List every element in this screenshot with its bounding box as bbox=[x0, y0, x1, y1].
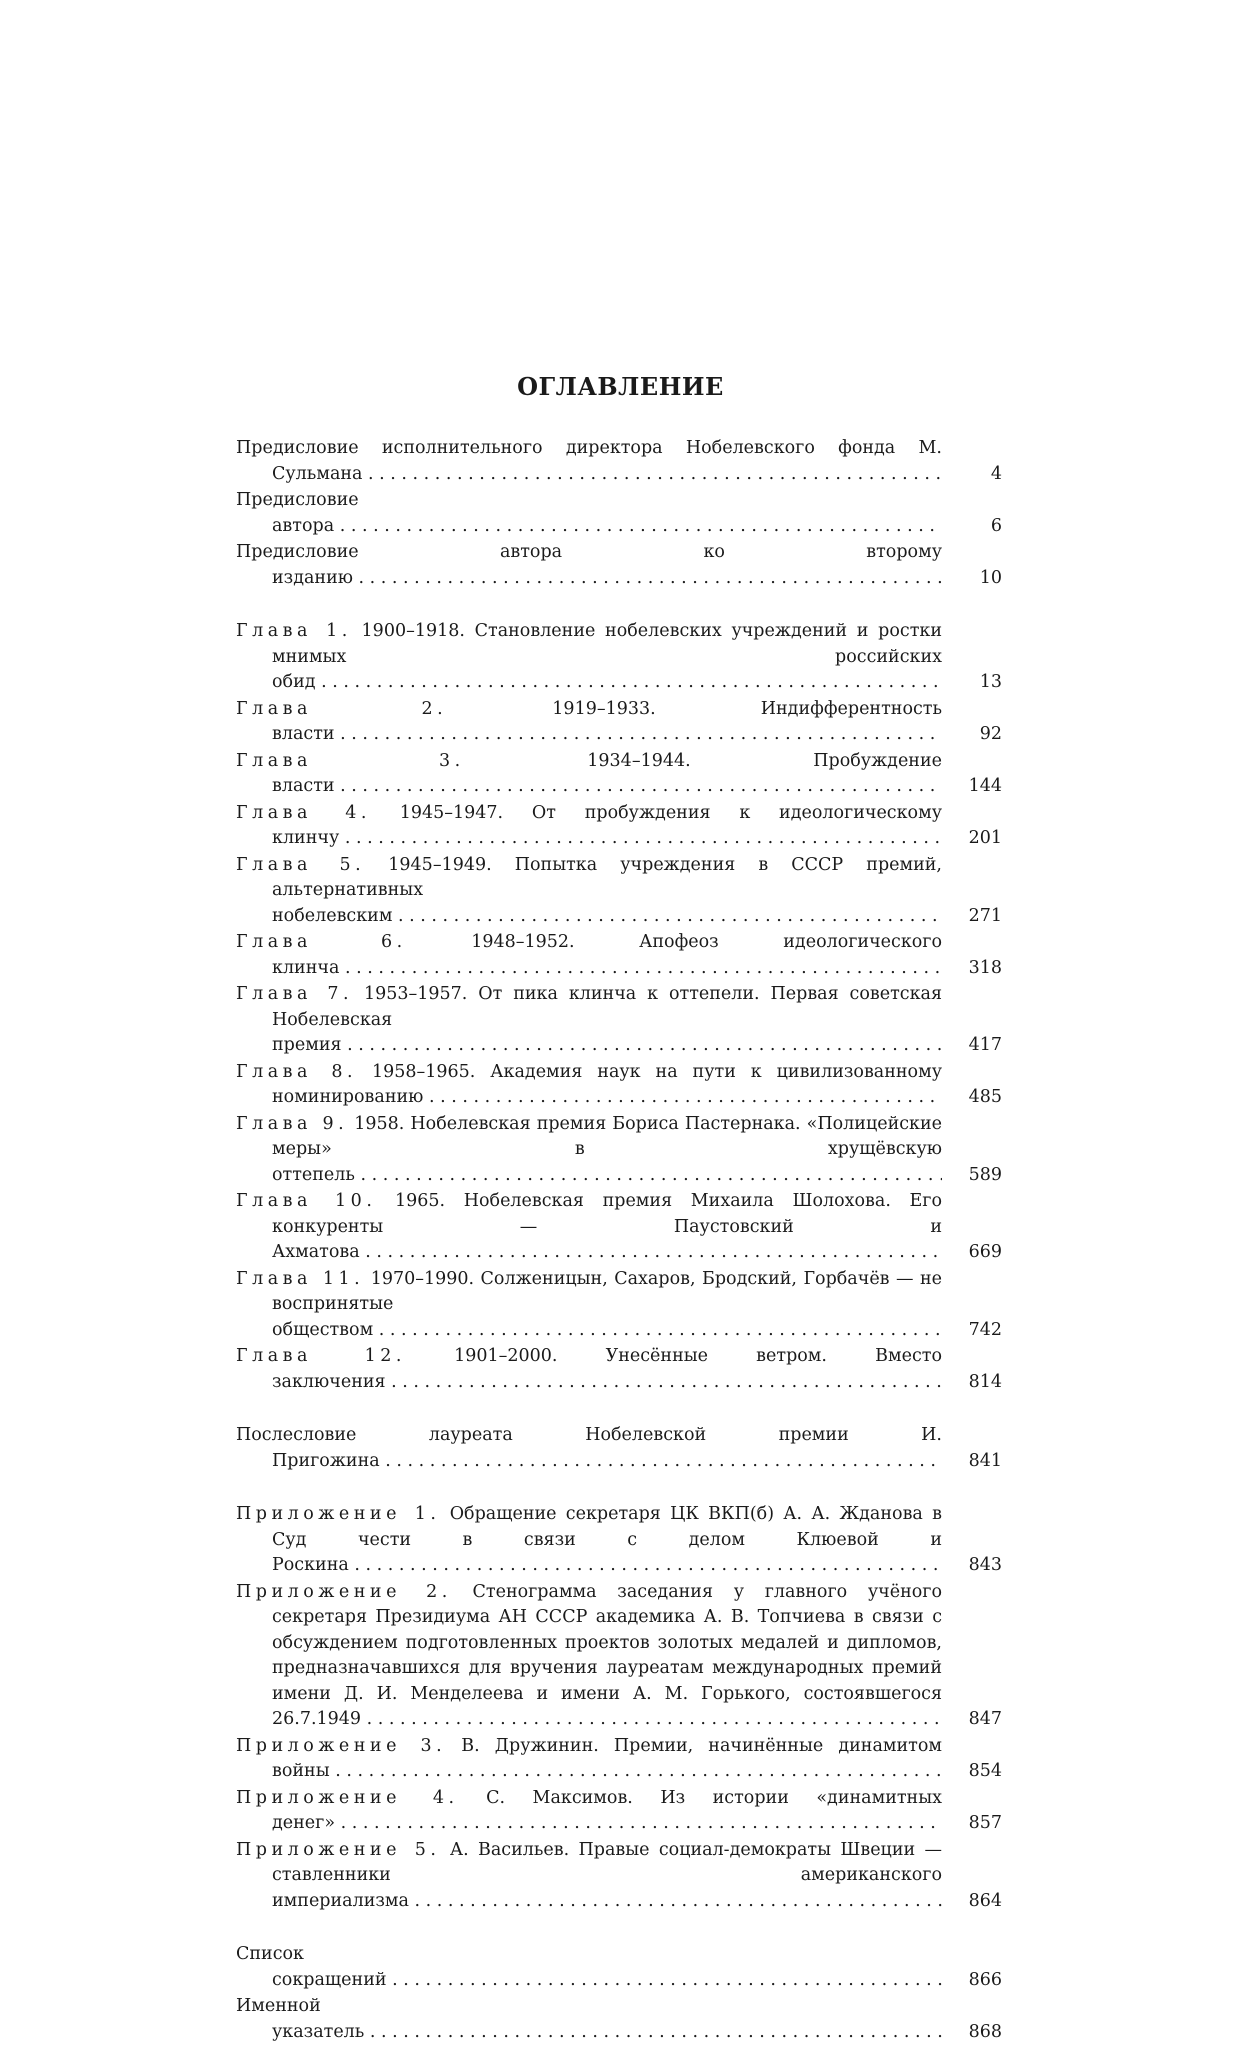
toc-entry[interactable] bbox=[236, 488, 1002, 539]
toc-entry-label: Глава 1. bbox=[236, 621, 352, 641]
toc-entry-page: 589 bbox=[942, 1163, 1002, 1189]
toc-entry-body bbox=[236, 1112, 942, 1189]
toc-entry-body bbox=[236, 930, 942, 981]
toc-entry-label: Глава 9. bbox=[236, 1114, 348, 1134]
toc-entry-label: Глава 6. bbox=[236, 932, 407, 952]
toc-entry-label: Приложение 4. bbox=[236, 1788, 459, 1808]
toc-entry[interactable] bbox=[236, 749, 1002, 800]
toc-entry-title: 1919–1933. Индифферентность власти . . . bbox=[272, 699, 942, 745]
toc-entry-body bbox=[236, 1580, 942, 1733]
toc-entry-body bbox=[236, 1994, 942, 2045]
toc-entry-body bbox=[236, 619, 942, 696]
toc-entry[interactable] bbox=[236, 1267, 1002, 1344]
toc-entry[interactable] bbox=[236, 1580, 1002, 1733]
toc-entry[interactable] bbox=[236, 1734, 1002, 1785]
toc-entry[interactable] bbox=[236, 1838, 1002, 1915]
toc-entry-title: Предисловие автора ко второму изданию . . . bbox=[236, 542, 942, 588]
toc-entry[interactable] bbox=[236, 1994, 1002, 2045]
toc-entry-title: С. Максимов. Из истории «динамитных денег» . . . bbox=[272, 1788, 942, 1834]
toc-entry[interactable] bbox=[236, 1942, 1002, 1993]
toc-entry-page: 417 bbox=[942, 1033, 1002, 1059]
toc-entry-page: 857 bbox=[942, 1811, 1002, 1837]
toc-entry-label: Приложение 5. bbox=[236, 1840, 440, 1860]
toc-entry-label: Приложение 1. bbox=[236, 1504, 440, 1524]
toc-entry[interactable] bbox=[236, 1423, 1002, 1474]
toc-entry-page: 868 bbox=[942, 2020, 1002, 2045]
toc-entry-page: 10 bbox=[942, 566, 1002, 592]
toc-entry[interactable] bbox=[236, 1189, 1002, 1266]
toc-entry-title: Список сокращений . . . bbox=[236, 1944, 942, 1990]
toc-entry-title: 1948–1952. Апофеоз идеологического клинча . . . bbox=[272, 932, 942, 978]
toc-entry-title: 1945–1947. От пробуждения к идеологическому клинчу . . . bbox=[272, 803, 942, 849]
toc-entry-body bbox=[236, 1502, 942, 1579]
toc-entry-label: Приложение 3. bbox=[236, 1736, 446, 1756]
toc-entry-label: Глава 3. bbox=[236, 751, 465, 771]
toc-entry-body bbox=[236, 801, 942, 852]
toc-entry-title: 1900–1918. Становление нобелевских учреждений и ростки мнимых российских обид . . . bbox=[272, 621, 942, 692]
toc-group bbox=[236, 1942, 1002, 2045]
toc-entry-title: 1934–1944. Пробуждение власти . . . bbox=[272, 751, 942, 797]
toc-entry-label: Глава 11. bbox=[236, 1269, 364, 1289]
toc-entry-body bbox=[236, 1267, 942, 1344]
toc-entry-page: 201 bbox=[942, 826, 1002, 852]
toc-entry-body bbox=[236, 982, 942, 1059]
toc-entry[interactable] bbox=[236, 801, 1002, 852]
toc-entry-title: Предисловие автора . . . bbox=[236, 490, 942, 536]
toc-entry-label: Глава 4. bbox=[236, 803, 371, 823]
toc-entry[interactable] bbox=[236, 436, 1002, 487]
toc-entry-label: Глава 5. bbox=[236, 855, 365, 875]
toc-entry-title: Стенограмма заседания у главного учёного секретаря Президиума АН СССР академика А. В. Топчиева в связи с обсуждением подготовленных проектов золотых медалей и дипломов, предназначавшихся для вручения лауреатам международных премий имени Д. И. Менделеева и имени А. М. Горького, состоявшегося 26.7.1949 . . . bbox=[272, 1582, 942, 1730]
toc-entry-page: 669 bbox=[942, 1240, 1002, 1266]
toc-entry-label: Глава 8. bbox=[236, 1062, 357, 1082]
toc-entry-title: В. Дружинин. Премии, начинённые динамитом войны . . . bbox=[272, 1736, 942, 1782]
toc-entry[interactable] bbox=[236, 1344, 1002, 1395]
toc-entry-title: Послесловие лауреата Нобелевской премии И. Пригожина . . . bbox=[236, 1425, 942, 1471]
toc-entry-label: Глава 12. bbox=[236, 1346, 406, 1366]
toc-entry-body bbox=[236, 1838, 942, 1915]
toc-entry-title: 1901–2000. Унесённые ветром. Вместо заключения . . . bbox=[272, 1346, 942, 1392]
toc-entry-body bbox=[236, 540, 942, 591]
toc-entry[interactable] bbox=[236, 619, 1002, 696]
toc-group bbox=[236, 436, 1002, 591]
toc-entry-page: 814 bbox=[942, 1370, 1002, 1396]
toc-entry-page: 271 bbox=[942, 904, 1002, 930]
toc-entry-page: 318 bbox=[942, 956, 1002, 982]
toc-entry-title: 1945–1949. Попытка учреждения в СССР премий, альтернативных нобелевским . . . bbox=[272, 855, 942, 926]
toc-entry-page: 841 bbox=[942, 1449, 1002, 1475]
toc-entry-body bbox=[236, 1423, 942, 1474]
toc-entry-label: Приложение 2. bbox=[236, 1582, 452, 1602]
toc-entry-body bbox=[236, 1344, 942, 1395]
toc-entry-body bbox=[236, 1189, 942, 1266]
toc-entry-title: 1958. Нобелевская премия Бориса Пастернака. «Полицейские меры» в хрущёвскую оттепель . . . bbox=[272, 1114, 942, 1185]
page-title: ОГЛАВЛЕНИЕ bbox=[0, 372, 1241, 401]
toc-entry-title: 1953–1957. От пика клинча к оттепели. Первая советская Нобелевская премия . . . bbox=[272, 984, 942, 1055]
toc-entry-label: Глава 2. bbox=[236, 699, 447, 719]
toc-entry-page: 866 bbox=[942, 1968, 1002, 1994]
toc-entry-page: 854 bbox=[942, 1759, 1002, 1785]
toc-entry-label: Глава 10. bbox=[236, 1191, 376, 1211]
toc-entry-body bbox=[236, 1786, 942, 1837]
toc-entry[interactable] bbox=[236, 1060, 1002, 1111]
toc-entry-page: 144 bbox=[942, 774, 1002, 800]
toc-entry[interactable] bbox=[236, 853, 1002, 930]
toc-entry-title: Предисловие исполнительного директора Нобелевского фонда М. Сульмана . . . bbox=[236, 438, 942, 484]
toc-entry-page: 4 bbox=[942, 462, 1002, 488]
table-of-contents bbox=[236, 436, 1002, 2045]
toc-entry-body bbox=[236, 1942, 942, 1993]
toc-entry[interactable] bbox=[236, 982, 1002, 1059]
toc-entry[interactable] bbox=[236, 1502, 1002, 1579]
toc-entry-body bbox=[236, 853, 942, 930]
toc-entry[interactable] bbox=[236, 1112, 1002, 1189]
toc-entry-title: А. Васильев. Правые социал-демократы Швеции — ставленники американского империализма . . . bbox=[272, 1840, 942, 1911]
toc-entry-page: 92 bbox=[942, 722, 1002, 748]
toc-entry-page: 864 bbox=[942, 1889, 1002, 1915]
toc-entry-body bbox=[236, 749, 942, 800]
toc-entry[interactable] bbox=[236, 930, 1002, 981]
toc-group bbox=[236, 619, 1002, 1395]
toc-entry-body bbox=[236, 488, 942, 539]
toc-entry-title: Именной указатель . . . bbox=[236, 1996, 942, 2042]
toc-entry-title: Обращение секретаря ЦК ВКП(б) А. А. Жданова в Суд чести в связи с делом Клюевой и Роскина . . . bbox=[272, 1504, 942, 1575]
toc-entry-page: 485 bbox=[942, 1085, 1002, 1111]
toc-entry-title: 1965. Нобелевская премия Михаила Шолохова. Его конкуренты — Паустовский и Ахматова . . . bbox=[272, 1191, 942, 1262]
toc-entry[interactable] bbox=[236, 1786, 1002, 1837]
toc-entry-label: Глава 7. bbox=[236, 984, 353, 1004]
toc-entry[interactable] bbox=[236, 697, 1002, 748]
toc-entry-page: 847 bbox=[942, 1707, 1002, 1733]
toc-entry-body bbox=[236, 1734, 942, 1785]
toc-entry-body bbox=[236, 697, 942, 748]
toc-entry-title: 1970–1990. Солженицын, Сахаров, Бродский, Горбачёв — не воспринятые обществом . . . bbox=[272, 1269, 942, 1340]
toc-group bbox=[236, 1423, 1002, 1474]
toc-entry-body bbox=[236, 1060, 942, 1111]
toc-entry-page: 843 bbox=[942, 1553, 1002, 1579]
toc-entry-body bbox=[236, 436, 942, 487]
toc-entry-title: 1958–1965. Академия наук на пути к цивилизованному номинированию . . . bbox=[272, 1062, 942, 1108]
toc-entry[interactable] bbox=[236, 540, 1002, 591]
toc-group bbox=[236, 1502, 1002, 1914]
toc-entry-page: 742 bbox=[942, 1318, 1002, 1344]
toc-entry-page: 6 bbox=[942, 514, 1002, 540]
toc-entry-page: 13 bbox=[942, 670, 1002, 696]
